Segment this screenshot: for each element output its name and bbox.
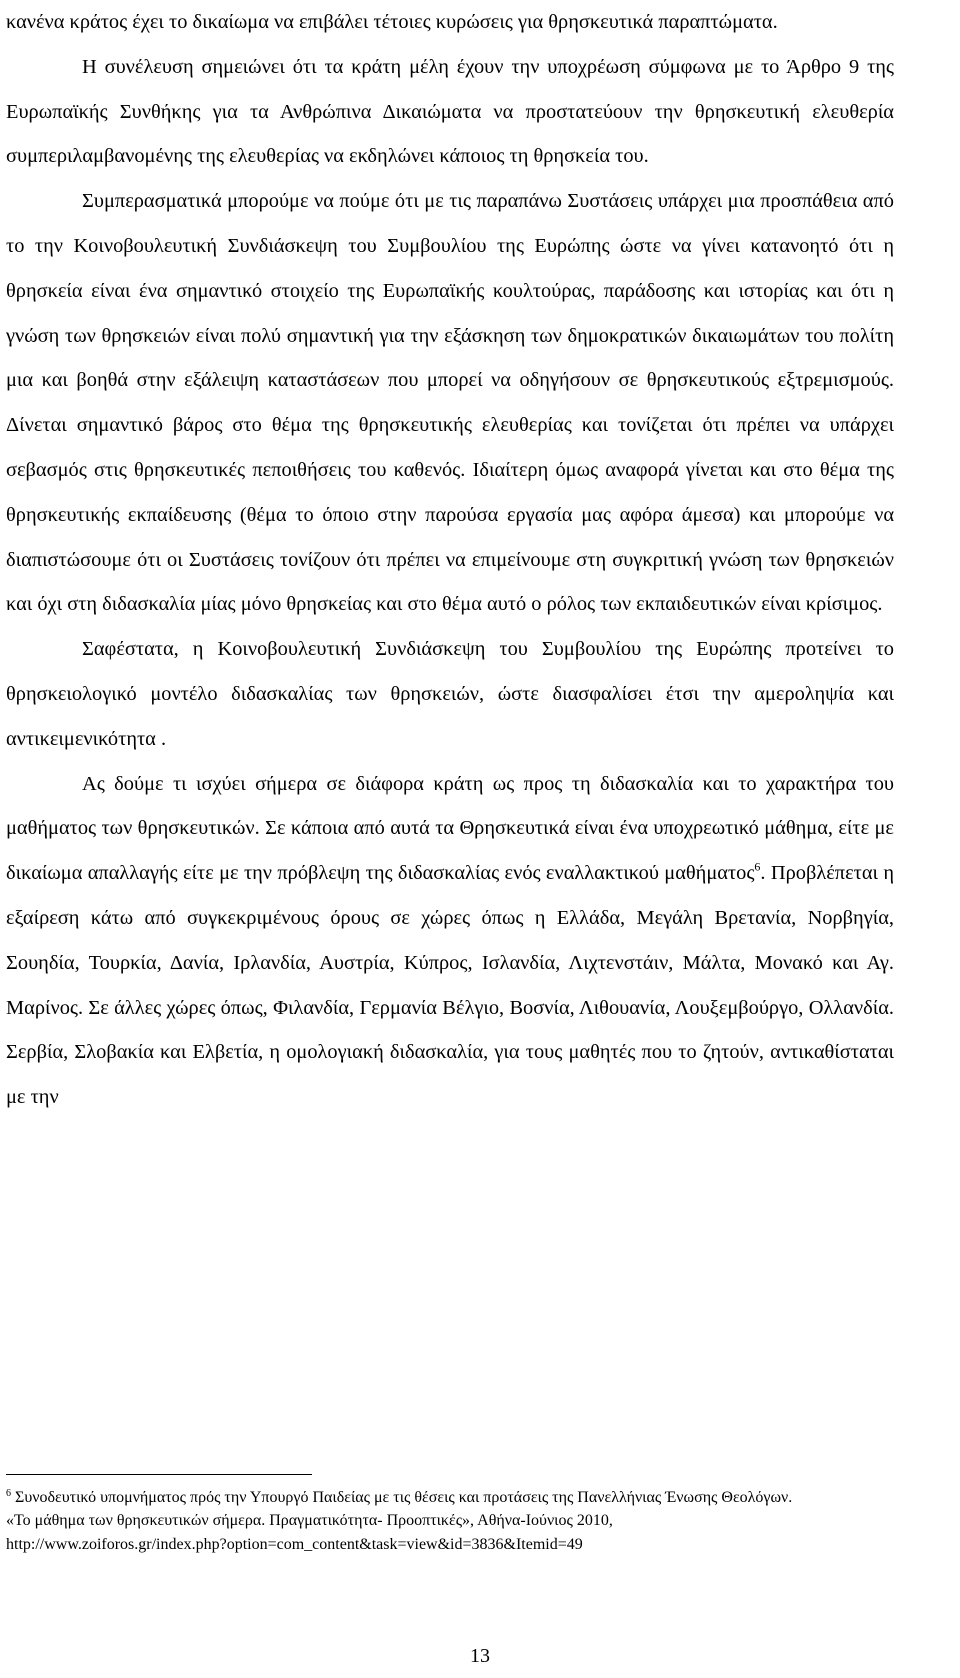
footnote-url-line: [6, 1533, 894, 1556]
footnote-reference[interactable]: 6: [754, 859, 761, 874]
footnote-citation: «Το μάθημα των θρησκευτικών σήμερα. Πραγματικότητα- Προοπτικές», Αθήνα-Ιούνιος 2010,: [6, 1512, 613, 1530]
paragraph-conclusions: Συμπερασματικά μπορούμε να πούμε ότι με τις παραπάνω Συστάσεις υπάρχει μια προσπάθεια από το την Κοινοβουλευτική Συνδιάσκεψη του Συμβουλίου της Ευρώπης ώστε να γίνει κατανοητό ότι η θρησκεία είναι ένα σημαντικό στοιχείο της Ευρωπαϊκής κουλτούρας, παράδοσης και ιστορίας και ότι η γνώση των θρησκειών είναι πολύ σημαντική για την εξάσκηση των δημοκρατικών δικαιωμάτων του πολίτη μια και βοηθά στην εξάλειψη καταστάσεων που μπορεί να οδηγήσουν σε θρησκευτικούς εξτρεμισμούς. Δίνεται σημαντικό βάρος στο θέμα της θρησκευτικής ελευθερίας και τονίζεται ότι πρέπει να υπάρχει σεβασμός στις θρησκευτικές πεποιθήσεις του καθενός. Ιδιαίτερη όμως αναφορά γίνεται και στο θέμα της θρησκευτικής εκπαίδευσης (θέμα το όποιο στην παρούσα εργασία μας αφόρα άμεσα) και μπορούμε να διαπιστώσουμε ότι οι Συστάσεις τονίζουν ότι πρέπει να επιμείνουμε στη συγκριτική γνώση των θρησκειών και όχι στη διδασκαλία μίας μόνο θρησκείας και στο θέμα αυτό ο ρόλος των εκπαιδευτικών είναι κρίσιμος.: [6, 190, 894, 616]
footnote-url-link[interactable]: http://www.zoiforos.gr/index.php?option=com_content&task=view&id=3836&Itemid=49: [6, 1535, 583, 1553]
footnotes-section: [6, 1486, 894, 1556]
paragraph-current-situation: [6, 762, 894, 1120]
page-number: 13: [470, 1645, 490, 1667]
paragraph-text-before-ref: Ας δούμε τι ισχύει σήμερα σε διάφορα κράτη ως προς τη διδασκαλία και το χαρακτήρα του μαθήματος των θρησκευτικών. Σε κάποια από αυτά τα Θρησκευτικά είναι ένα υποχρεωτικό μάθημα, είτε με δικαίωμα απαλλαγής είτε με την πρόβλεψη της διδασκαλίας ενός εναλλακτικού μαθήματος: [6, 772, 894, 885]
paragraph-text-after-ref: . Προβλέπεται η εξαίρεση κάτω από συγκεκριμένους όρους σε χώρες όπως η Ελλάδα, Μεγάλη Βρετανία, Νορβηγία, Σουηδία, Τουρκία, Δανία, Ιρλανδία, Αυστρία, Κύπρος, Ισλανδία, Λιχτενστάιν, Μάλτα, Μονακό και Αγ. Μαρίνος. Σε άλλες χώρες όπως, Φιλανδία, Γερμανία Βέλγιο, Βοσνία, Λιθουανία, Λουξεμβούργο, Ολλανδία. Σερβία, Σλοβακία και Ελβετία, η ομολογιακή διδασκαλία, για τους μαθητές που το ζητούν, αντικαθίσταται με την: [6, 862, 894, 1109]
body-text: [6, 0, 894, 1120]
footnote-text: Συνοδευτικό υπομνήματος πρός την Υπουργό Παιδείας με τις θέσεις και προτάσεις της Πανελλήνιας Ένωσης Θεολόγων.: [15, 1489, 793, 1506]
paragraph-continued: κανένα κράτος έχει το δικαίωμα να επιβάλει τέτοιες κυρώσεις για θρησκευτικά παραπτώματα.: [6, 11, 778, 33]
footnote-marker: 6: [6, 1488, 11, 1499]
footnote-separator: [6, 1474, 312, 1475]
paragraph-religious-studies-model: Σαφέστατα, η Κοινοβουλευτική Συνδιάσκεψη του Συμβουλίου της Ευρώπης προτείνει το θρησκειολογικό μοντέλο διδασκαλίας των θρησκειών, ώστε διασφαλίσει έτσι την αμεροληψία και αντικειμενικότητα .: [6, 638, 894, 750]
footnote-6: [6, 1486, 894, 1509]
paragraph-article-9: Η συνέλευση σημειώνει ότι τα κράτη μέλη έχουν την υποχρέωση σύμφωνα με το Άρθρο 9 της Ευρωπαϊκής Συνθήκης για τα Ανθρώπινα Δικαιώματα να προστατεύουν την θρησκευτική ελευθερία συμπεριλαμβανομένης της ελευθερίας να εκδηλώνει κάποιος τη θρησκεία του.: [6, 55, 894, 168]
